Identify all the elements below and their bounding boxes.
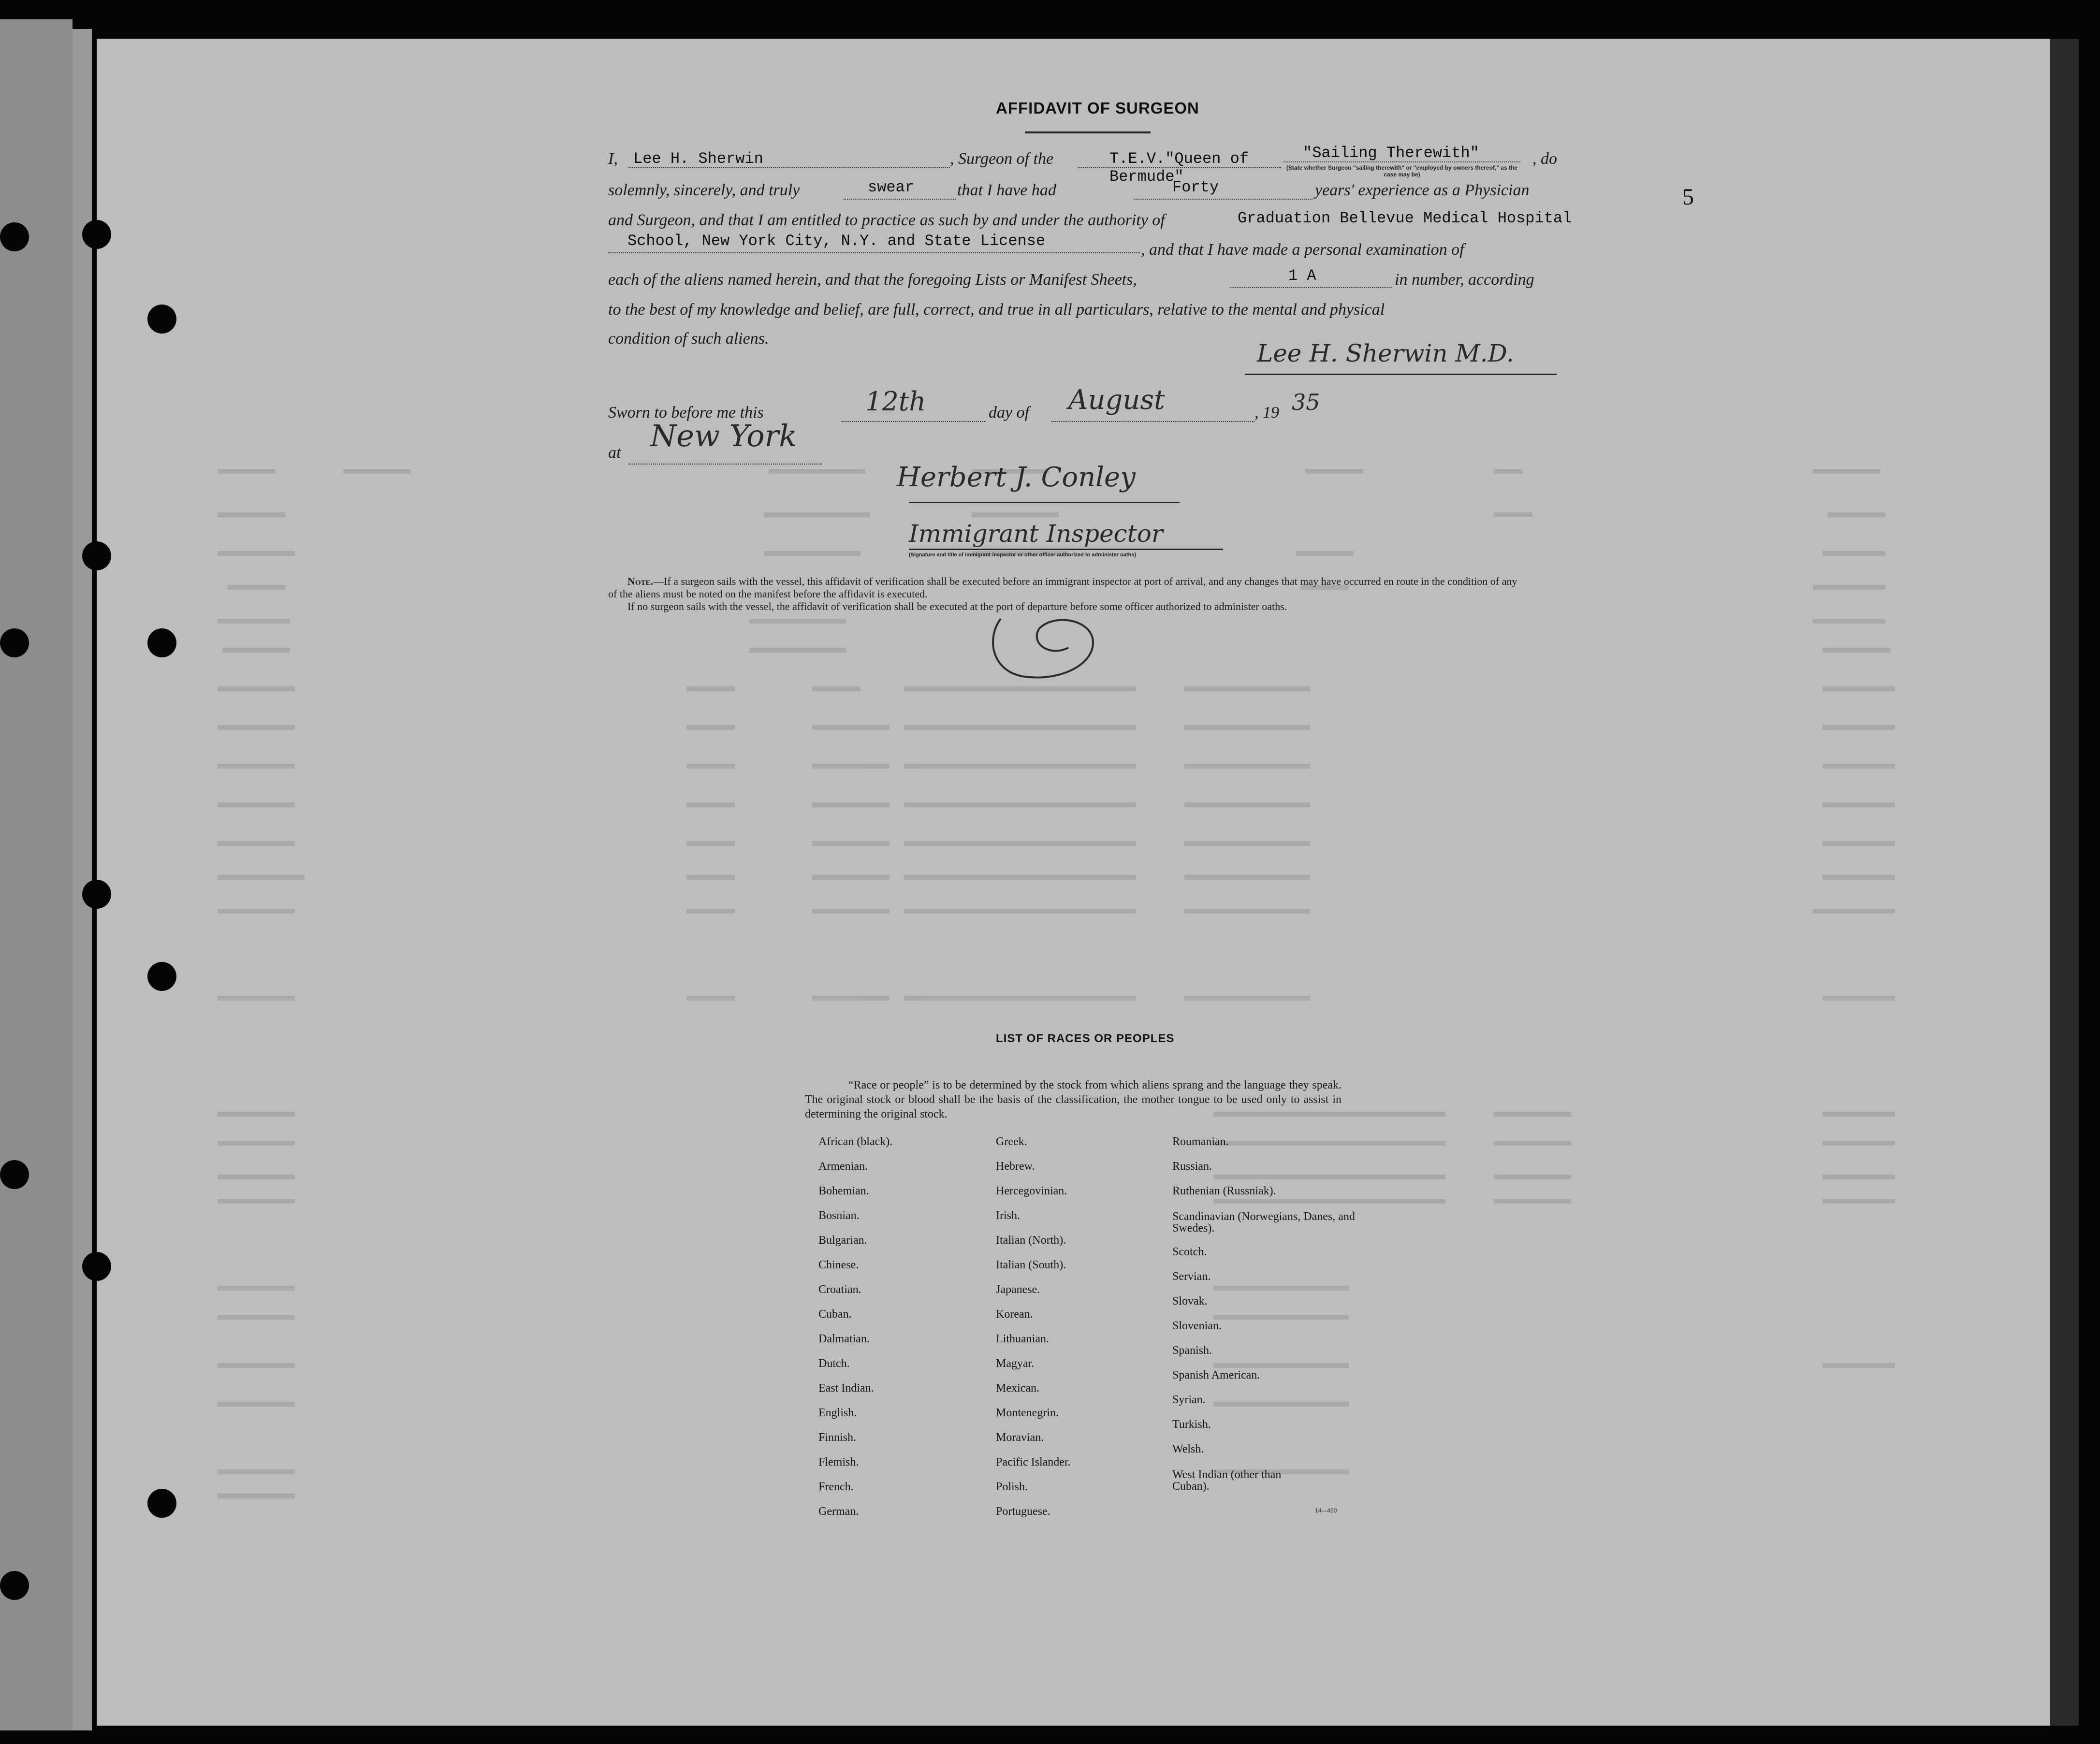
inspector-rule-1 [909, 502, 1180, 503]
race-item: Hebrew. [996, 1160, 1035, 1173]
authority-line-1: Graduation Bellevue Medical Hospital [1238, 209, 1572, 227]
note-text-1: —If a surgeon sails with the vessel, this affidavit of verification shall be executed before an immigrant inspector at port of arrival, and any changes that may have occurred en route in the condition of any of the aliens must be noted on the manifest before the affidavit is executed. [608, 575, 1517, 600]
race-item: Slovak. [1172, 1295, 1208, 1308]
affidavit-line-2a: solemnly, sincerely, and truly [608, 181, 800, 199]
affidavit-line-2c: years' experience as a Physician [1315, 181, 1530, 199]
oath-type: swear [868, 178, 915, 196]
surgeon-status: "Sailing Therewith" [1303, 144, 1479, 162]
race-item: Irish. [996, 1209, 1020, 1222]
surgeon-name: Lee H. Sherwin [633, 150, 763, 168]
affidavit-line-6: to the best of my knowledge and belief, are full, correct, and true in all particulars, relative to the mental and physical [608, 301, 1385, 319]
race-item: Cuban. [818, 1308, 852, 1321]
race-item: Polish. [996, 1481, 1028, 1493]
authority-field [608, 232, 1140, 253]
do-label: , do [1532, 150, 1557, 168]
race-item: Mexican. [996, 1382, 1039, 1395]
race-item: Bulgarian. [818, 1234, 867, 1247]
race-item: Croatian. [818, 1283, 861, 1296]
sworn-month-field [1051, 384, 1254, 422]
race-item: German. [818, 1505, 859, 1518]
binding-edge-inner [73, 29, 92, 1730]
affidavit-line-5a: each of the aliens named herein, and that the foregoing Lists or Manifest Sheets, [608, 271, 1137, 289]
races-column-3 [1172, 1130, 1366, 1498]
race-item: Turkish. [1172, 1418, 1211, 1431]
punch-hole [147, 1489, 176, 1518]
punch-hole [147, 628, 176, 657]
race-item: Portuguese. [996, 1505, 1050, 1518]
race-item: Montenegrin. [996, 1407, 1059, 1419]
sworn-year: 35 [1292, 389, 1320, 415]
vessel-name: T.E.V."Queen of Bermude" [1109, 150, 1249, 186]
surgeon-of-label: , Surgeon of the [950, 150, 1054, 168]
race-item: Bosnian. [818, 1209, 860, 1222]
race-item: Dalmatian. [818, 1333, 870, 1345]
race-item: Spanish. [1172, 1344, 1212, 1357]
surgeon-signature: Lee H. Sherwin M.D. [1257, 339, 1514, 367]
race-item: English. [818, 1407, 857, 1419]
race-item: Italian (South). [996, 1259, 1066, 1271]
years-field [1134, 178, 1312, 200]
binding-edge [0, 19, 73, 1730]
status-field [1283, 145, 1520, 162]
pronoun: I, [608, 150, 618, 168]
inspector-signature: Herbert J. Conley [897, 462, 1136, 493]
race-item: Italian (North). [996, 1234, 1066, 1247]
race-item: Welsh. [1172, 1443, 1204, 1455]
race-item: French. [818, 1481, 854, 1493]
affidavit-line-5b: in number, according [1395, 271, 1534, 289]
punch-hole [147, 305, 176, 334]
race-item: Chinese. [818, 1259, 859, 1271]
races-title: LIST OF RACES OR PEOPLES [996, 1032, 1175, 1045]
authority-line-2: School, New York City, N.Y. and State License [627, 232, 1046, 250]
sheet-shadow [2050, 39, 2079, 1726]
place-field [628, 418, 822, 465]
day-of-label: day of [989, 404, 1030, 421]
race-item: Armenian. [818, 1160, 868, 1173]
punch-hole [82, 541, 111, 570]
affidavit-title: AFFIDAVIT OF SURGEON [996, 99, 1199, 117]
sworn-month: August [1068, 384, 1165, 416]
races-intro: “Race or people” is to be determined by the stock from which aliens sprang and the language they speak. The original stock or blood shall be the basis of the classification, the mother tongue to be used only to assist in determining the original stock. [805, 1079, 1342, 1120]
punch-hole [0, 1160, 29, 1189]
race-item: Flemish. [818, 1456, 859, 1468]
race-item: Scandinavian (Norwegians, Danes, and Swedes). [1172, 1210, 1355, 1235]
race-item: Russian. [1172, 1160, 1212, 1173]
page-number: 5 [1682, 184, 1694, 210]
punch-hole [147, 962, 176, 991]
affidavit-note [608, 575, 1527, 613]
sworn-place: New York [650, 418, 797, 453]
affidavit-line-2b: that I have had [957, 181, 1056, 199]
at-label: at [608, 444, 621, 462]
affidavit-line-3: and Surgeon, and that I am entitled to practice as such by and under the authority of [608, 211, 1165, 229]
race-item: Finnish. [818, 1431, 857, 1444]
signature-rule [1245, 374, 1557, 375]
note-paragraph-2: If no surgeon sails with the vessel, the affidavit of verification shall be executed at the port of departure before some officer authorized to administer oaths. [627, 600, 1287, 612]
note-lead: Note. [627, 575, 654, 587]
race-item: Syrian. [1172, 1394, 1206, 1406]
affidavit-line-7: condition of such aliens. [608, 330, 769, 348]
race-item: African (black). [818, 1135, 893, 1148]
race-item: Japanese. [996, 1283, 1040, 1296]
sworn-day: 12th [865, 386, 926, 417]
sworn-day-field [841, 386, 986, 422]
punch-hole [0, 222, 29, 251]
punch-hole [82, 1252, 111, 1281]
years-experience: Forty [1172, 178, 1219, 196]
punch-hole [0, 628, 29, 657]
sheets-count: 1 A [1288, 267, 1316, 285]
race-item: Lithuanian. [996, 1333, 1049, 1345]
race-item: Scotch. [1172, 1246, 1207, 1258]
oath-field [844, 178, 956, 200]
punch-hole [82, 220, 111, 249]
race-item: Moravian. [996, 1431, 1044, 1444]
inspector-rule-2 [909, 549, 1223, 550]
affidavit-line-1 [608, 150, 618, 168]
form-number: 14—450 [1315, 1507, 1337, 1514]
status-note: (State whether Surgeon "sailing therewith" or "employed by owners thereof," as the case may be) [1286, 164, 1518, 178]
title-rule [1025, 131, 1151, 133]
year-prefix: , 19 [1254, 404, 1279, 421]
race-item: Spanish American. [1172, 1369, 1260, 1381]
punch-hole [0, 1571, 29, 1600]
race-item: East Indian. [818, 1382, 874, 1395]
race-item: Korean. [996, 1308, 1033, 1321]
race-item: Ruthenian (Russniak). [1172, 1185, 1276, 1197]
inspector-caption: (Signature and title of immigrant inspector or other officer authorized to administer oaths) [909, 552, 1136, 558]
race-item: West Indian (other than Cuban). [1172, 1468, 1282, 1493]
race-item: Hercegovinian. [996, 1185, 1067, 1197]
race-item: Slovenian. [1172, 1320, 1222, 1332]
race-item: Servian. [1172, 1270, 1211, 1283]
inspector-title: Immigrant Inspector [909, 520, 1163, 548]
races-column-1 [818, 1130, 892, 1524]
punch-hole [82, 880, 111, 909]
race-item: Pacific Islander. [996, 1456, 1071, 1468]
affidavit-line-4: , and that I have made a personal examination of [1141, 241, 1464, 259]
race-item: Dutch. [818, 1357, 850, 1370]
inspector-stamp-mark [981, 609, 1117, 686]
sworn-label: Sworn to before me this [608, 404, 764, 421]
races-column-2 [996, 1130, 1071, 1524]
race-item: Roumanian. [1172, 1135, 1229, 1148]
race-item: Bohemian. [818, 1185, 869, 1197]
race-item: Greek. [996, 1135, 1027, 1148]
vessel-field [1078, 150, 1281, 186]
note-paragraph-1 [608, 575, 1527, 600]
surgeon-name-field [628, 151, 950, 168]
race-item: Magyar. [996, 1357, 1035, 1370]
sheets-field [1230, 267, 1392, 288]
